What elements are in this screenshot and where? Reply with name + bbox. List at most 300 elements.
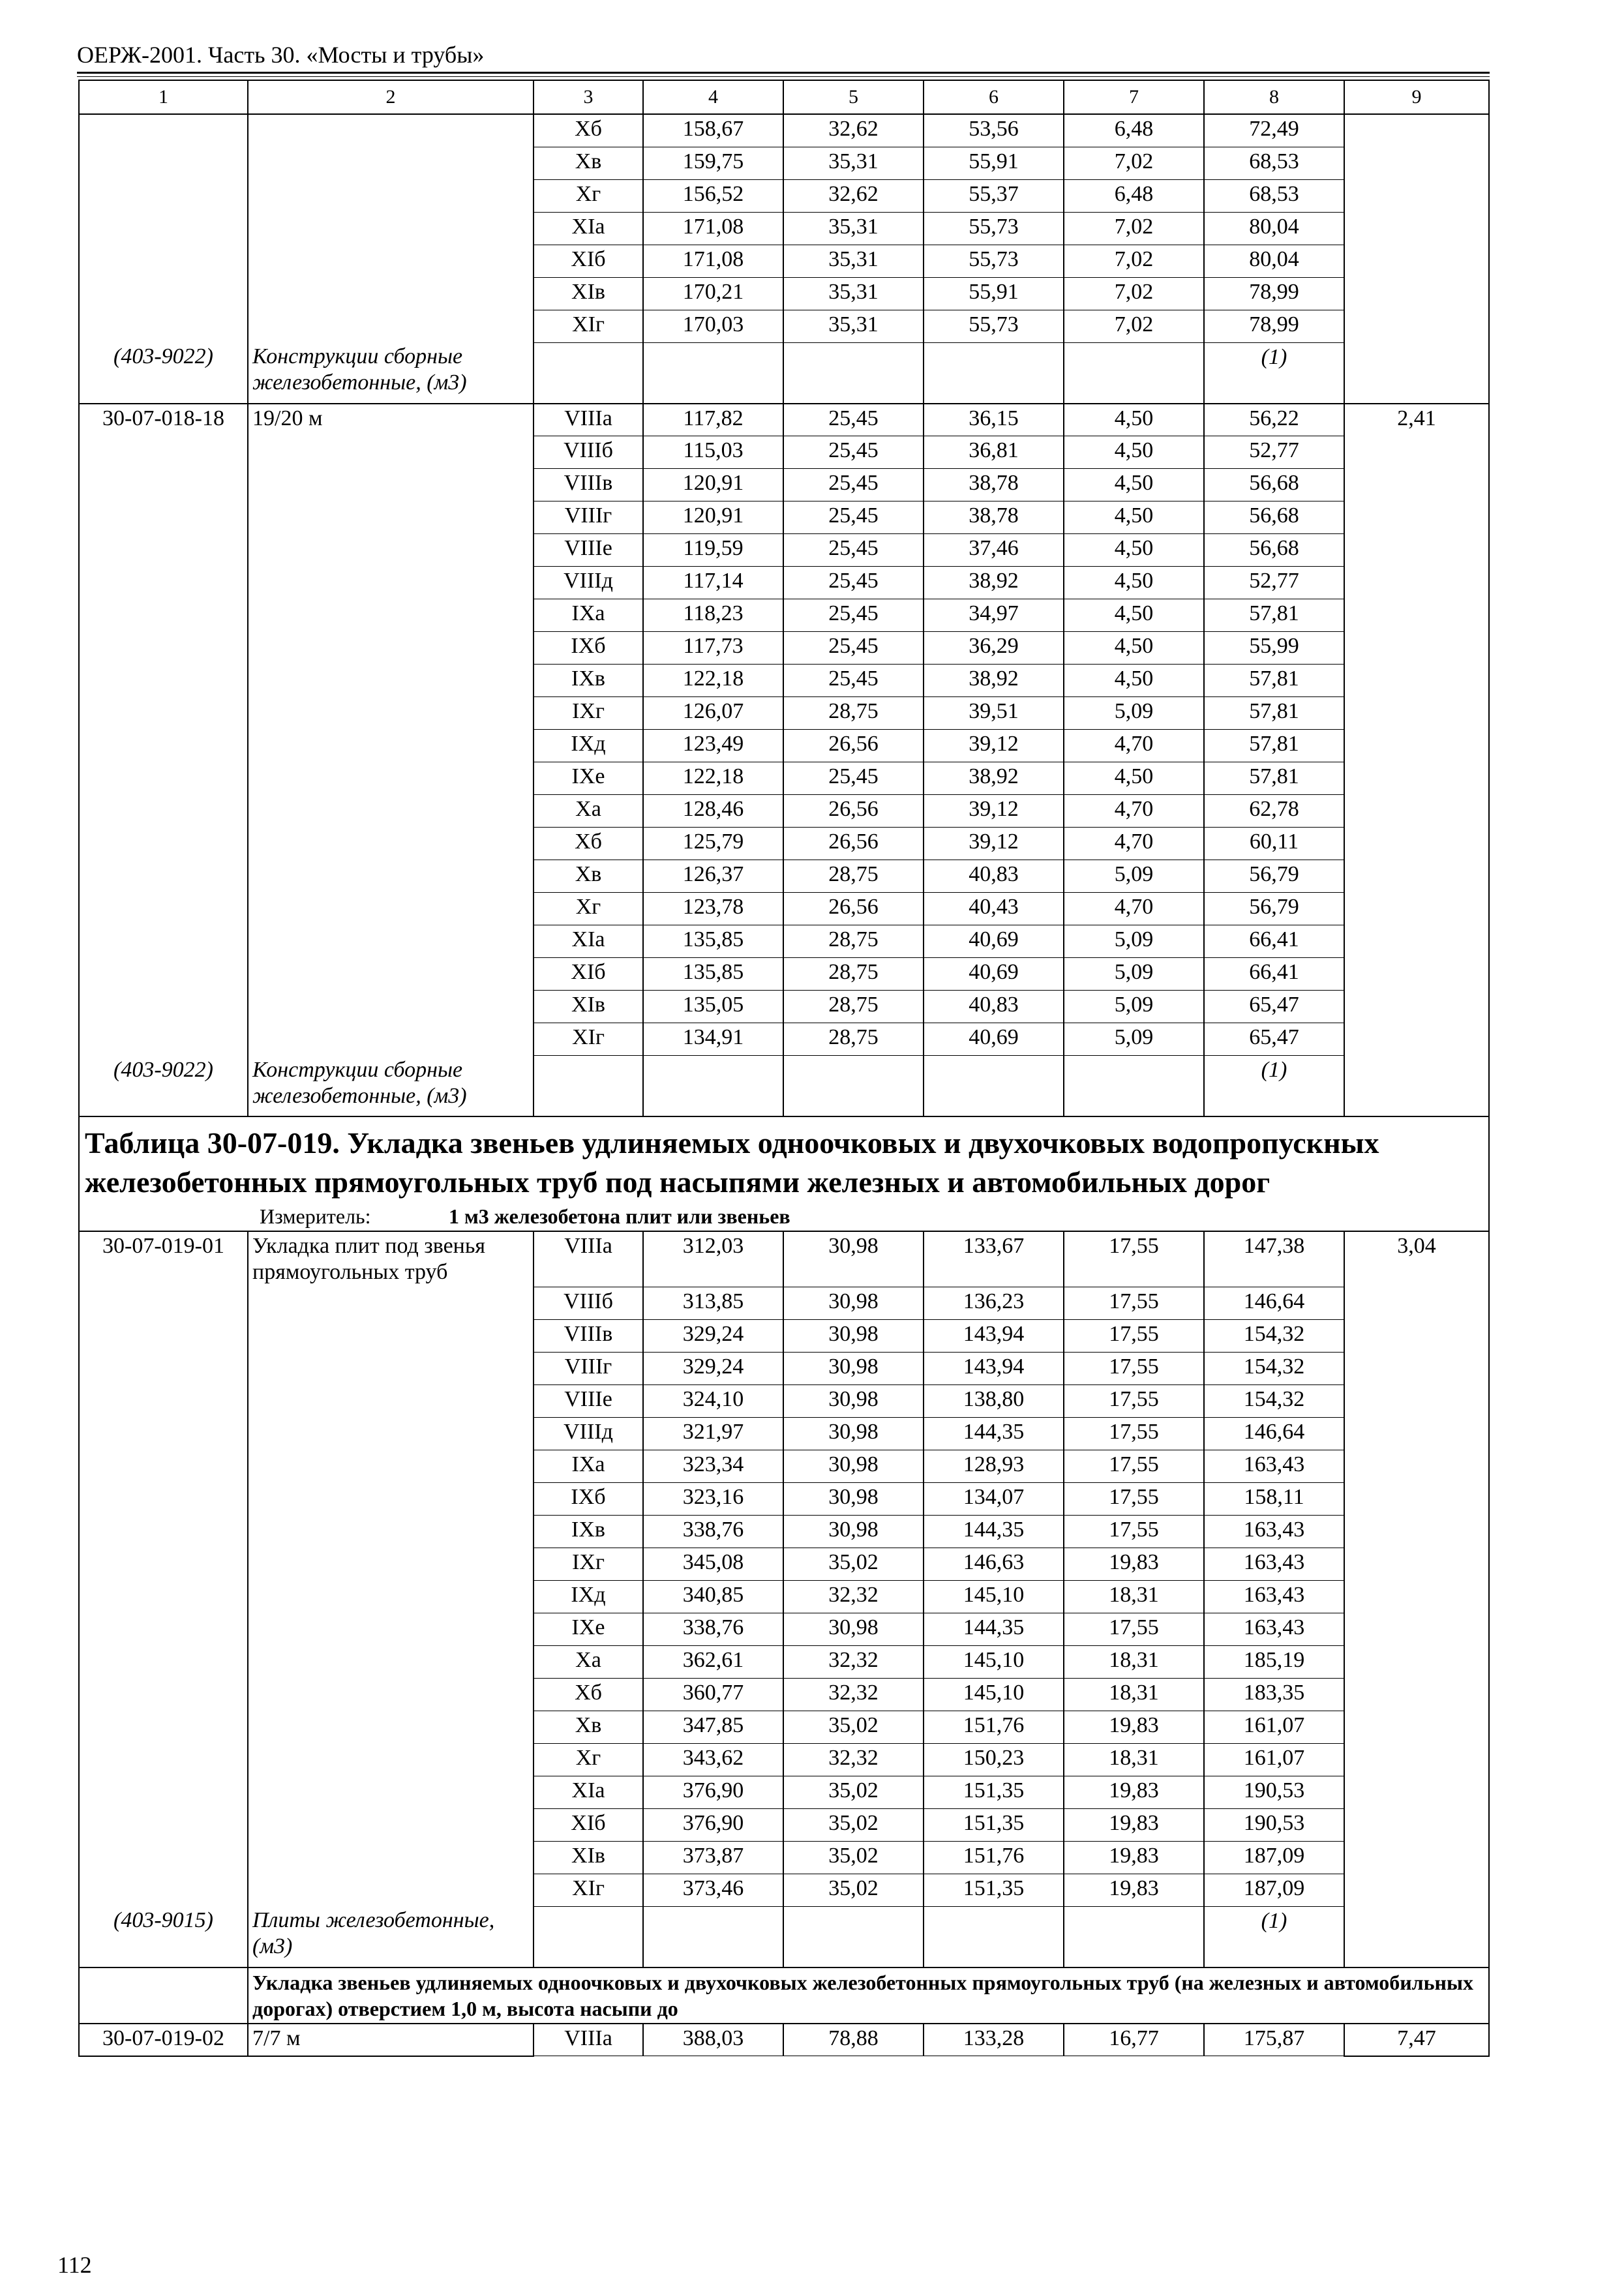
col9-cell [1344, 1711, 1489, 1743]
col9-cell [1344, 1874, 1489, 1906]
rate-code-cell [79, 762, 248, 795]
table-row [79, 212, 1489, 245]
table-row [79, 1743, 1489, 1776]
rate-code-cell [79, 1645, 248, 1678]
value-cell: 135,85 [643, 958, 783, 991]
col9-cell [1344, 469, 1489, 501]
table-row [79, 599, 1489, 632]
value-cell: 26,56 [783, 828, 924, 860]
value-cell: 158,67 [643, 114, 783, 147]
running-header: ОЕРЖ-2001. Часть 30. «Мосты и трубы» [77, 42, 485, 68]
resource-footer-row [79, 1906, 1489, 1967]
value-cell: 25,45 [783, 469, 924, 501]
value-cell: 17,55 [1064, 1319, 1204, 1352]
value-cell: 117,14 [643, 567, 783, 599]
col9-cell [1344, 958, 1489, 991]
rate-code-cell [79, 828, 248, 860]
table-row [79, 1023, 1489, 1056]
col9-cell [1344, 179, 1489, 212]
value-cell: 324,10 [643, 1384, 783, 1417]
work-name-cell [248, 567, 534, 599]
value-cell: 185,19 [1204, 1645, 1344, 1678]
value-cell: 35,31 [783, 310, 924, 342]
table-row [79, 1548, 1489, 1580]
rate-code-cell [79, 534, 248, 567]
value-cell: 7,02 [1064, 147, 1204, 179]
value-cell: 38,92 [924, 665, 1064, 697]
rate-code-cell [79, 1711, 248, 1743]
value-cell: 151,35 [924, 1874, 1064, 1906]
rate-code-cell [79, 147, 248, 179]
value-cell: 144,35 [924, 1417, 1064, 1450]
value-cell: 55,73 [924, 245, 1064, 277]
value-cell: 30,98 [783, 1319, 924, 1352]
value-cell: 40,69 [924, 958, 1064, 991]
rate-code-cell [79, 1548, 248, 1580]
work-name-cell [248, 925, 534, 958]
value-cell: 123,49 [643, 730, 783, 762]
value-cell: 25,45 [783, 501, 924, 534]
rate-code-cell [79, 245, 248, 277]
category-cell: XIг [534, 1023, 643, 1056]
value-cell: 146,64 [1204, 1417, 1344, 1450]
value-cell: 38,92 [924, 567, 1064, 599]
col9-cell [1344, 1287, 1489, 1319]
empty-cell [643, 1906, 783, 1967]
work-name-cell: Укладка плит под звенья прямоугольных труб [248, 1231, 534, 1287]
value-cell: 17,55 [1064, 1450, 1204, 1482]
column-number: 8 [1204, 80, 1344, 114]
measure-value: 1 м3 железобетона плит или звеньев [449, 1204, 790, 1228]
col9-cell [1344, 730, 1489, 762]
category-cell: XIв [534, 1841, 643, 1874]
category-cell: VIIIв [534, 469, 643, 501]
value-cell: 66,41 [1204, 925, 1344, 958]
rate-code-cell [79, 179, 248, 212]
value-cell: 117,82 [643, 404, 783, 436]
value-cell: 126,07 [643, 697, 783, 730]
category-cell: IXб [534, 1482, 643, 1515]
work-name-cell [248, 534, 534, 567]
empty-cell [643, 1056, 783, 1117]
value-cell: 159,75 [643, 147, 783, 179]
category-cell: XIа [534, 1776, 643, 1808]
category-cell: IXд [534, 1580, 643, 1613]
rate-code-cell [79, 860, 248, 893]
category-cell: VIIIг [534, 501, 643, 534]
col9-cell [1344, 1678, 1489, 1711]
value-cell: 5,09 [1064, 991, 1204, 1023]
empty-cell [1064, 1056, 1204, 1117]
work-name-cell [248, 1645, 534, 1678]
category-cell: XIб [534, 1808, 643, 1841]
rate-code-cell: 30-07-018-18 [79, 404, 248, 436]
work-name-cell: 19/20 м [248, 404, 534, 436]
value-cell: 78,99 [1204, 277, 1344, 310]
category-cell: Xб [534, 1678, 643, 1711]
value-cell: 18,31 [1064, 1678, 1204, 1711]
value-cell: 17,55 [1064, 1482, 1204, 1515]
value-cell: 55,37 [924, 179, 1064, 212]
page-number: 112 [57, 2252, 92, 2278]
empty-cell [1064, 1906, 1204, 1967]
empty-cell [924, 342, 1064, 404]
value-cell: 4,50 [1064, 404, 1204, 436]
rate-code-cell [79, 1678, 248, 1711]
col9-cell [1344, 147, 1489, 179]
value-cell: 145,10 [924, 1580, 1064, 1613]
value-cell: 4,50 [1064, 501, 1204, 534]
value-cell: 154,32 [1204, 1384, 1344, 1417]
value-cell: 32,62 [783, 179, 924, 212]
empty-cell [783, 342, 924, 404]
col9-cell [1344, 1743, 1489, 1776]
resource-count: (1) [1204, 1056, 1344, 1117]
rate-code-cell [79, 1384, 248, 1417]
rate-code-cell [79, 1287, 248, 1319]
work-name-cell [248, 179, 534, 212]
work-name-cell [248, 469, 534, 501]
rate-code-cell [79, 1743, 248, 1776]
value-cell: 163,43 [1204, 1450, 1344, 1482]
value-cell: 19,83 [1064, 1711, 1204, 1743]
col9-cell [1344, 501, 1489, 534]
value-cell: 163,43 [1204, 1548, 1344, 1580]
table-row [79, 1645, 1489, 1678]
value-cell: 68,53 [1204, 147, 1344, 179]
category-cell: XIб [534, 245, 643, 277]
category-cell: VIIIа [534, 2024, 643, 2056]
work-name-cell [248, 1743, 534, 1776]
category-cell: IXа [534, 1450, 643, 1482]
value-cell: 190,53 [1204, 1808, 1344, 1841]
value-cell: 376,90 [643, 1776, 783, 1808]
value-cell: 17,55 [1064, 1613, 1204, 1645]
work-name-cell [248, 828, 534, 860]
value-cell: 338,76 [643, 1515, 783, 1548]
column-number-row [79, 80, 1489, 114]
work-name-cell [248, 1384, 534, 1417]
col9-cell [1344, 436, 1489, 469]
value-cell: 17,55 [1064, 1287, 1204, 1319]
value-cell: 25,45 [783, 599, 924, 632]
value-cell: 170,21 [643, 277, 783, 310]
category-cell: IXа [534, 599, 643, 632]
table-row [79, 469, 1489, 501]
value-cell: 163,43 [1204, 1613, 1344, 1645]
table-row [79, 1319, 1489, 1352]
value-cell: 28,75 [783, 1023, 924, 1056]
table-row [79, 860, 1489, 893]
col9-cell [1344, 1515, 1489, 1548]
column-number: 6 [924, 80, 1064, 114]
value-cell: 52,77 [1204, 436, 1344, 469]
work-name-cell [248, 1874, 534, 1906]
rate-code-cell [79, 501, 248, 534]
value-cell: 25,45 [783, 567, 924, 599]
column-number: 9 [1344, 80, 1489, 114]
value-cell: 35,31 [783, 147, 924, 179]
rate-code-cell [79, 1808, 248, 1841]
work-name-cell [248, 762, 534, 795]
work-name-cell [248, 795, 534, 828]
value-cell: 151,76 [924, 1841, 1064, 1874]
category-cell: Xб [534, 114, 643, 147]
work-name-cell [248, 991, 534, 1023]
rate-code-cell [79, 893, 248, 925]
category-cell: IXг [534, 1548, 643, 1580]
value-cell: 4,50 [1064, 599, 1204, 632]
value-cell: 32,62 [783, 114, 924, 147]
table-row [79, 632, 1489, 665]
col9-cell [1344, 1841, 1489, 1874]
rate-code-cell [79, 1450, 248, 1482]
work-name-cell [248, 1352, 534, 1384]
value-cell: 55,99 [1204, 632, 1344, 665]
rate-code-cell [79, 1776, 248, 1808]
value-cell: 6,48 [1064, 114, 1204, 147]
value-cell: 117,73 [643, 632, 783, 665]
value-cell: 144,35 [924, 1515, 1064, 1548]
rate-code-cell [79, 958, 248, 991]
value-cell: 39,51 [924, 697, 1064, 730]
value-cell: 56,79 [1204, 860, 1344, 893]
value-cell: 80,04 [1204, 245, 1344, 277]
value-cell: 25,45 [783, 404, 924, 436]
value-cell: 4,50 [1064, 534, 1204, 567]
work-name-cell [248, 310, 534, 342]
col9-cell [1344, 1613, 1489, 1645]
rates-table [78, 80, 1490, 2057]
value-cell: 35,02 [783, 1841, 924, 1874]
category-cell: XIа [534, 212, 643, 245]
col9-cell [1344, 925, 1489, 958]
value-cell: 18,31 [1064, 1645, 1204, 1678]
value-cell: 26,56 [783, 730, 924, 762]
empty-cell [79, 1967, 248, 2024]
value-cell: 35,31 [783, 212, 924, 245]
work-name-cell [248, 1417, 534, 1450]
resource-footer-row [79, 1056, 1489, 1117]
table-row [79, 1384, 1489, 1417]
work-name-cell [248, 697, 534, 730]
category-cell: VIIIа [534, 1231, 643, 1287]
table-row [79, 1580, 1489, 1613]
rate-code-cell [79, 925, 248, 958]
value-cell: 128,46 [643, 795, 783, 828]
table-row [79, 277, 1489, 310]
rate-code-cell: 30-07-019-01 [79, 1231, 248, 1287]
value-cell: 146,64 [1204, 1287, 1344, 1319]
table-row [79, 762, 1489, 795]
value-cell: 60,11 [1204, 828, 1344, 860]
value-cell: 25,45 [783, 534, 924, 567]
rate-code-cell [79, 1319, 248, 1352]
value-cell: 122,18 [643, 665, 783, 697]
value-cell: 154,32 [1204, 1319, 1344, 1352]
col9-cell [1344, 632, 1489, 665]
col9-cell: 2,41 [1344, 404, 1489, 436]
value-cell: 78,99 [1204, 310, 1344, 342]
value-cell: 30,98 [783, 1384, 924, 1417]
value-cell: 28,75 [783, 697, 924, 730]
resource-count: (1) [1204, 1906, 1344, 1967]
category-cell: Xг [534, 179, 643, 212]
work-name-cell [248, 730, 534, 762]
value-cell: 25,45 [783, 632, 924, 665]
rates-table-body [79, 80, 1489, 2056]
value-cell: 30,98 [783, 1352, 924, 1384]
value-cell: 4,50 [1064, 665, 1204, 697]
value-cell: 56,68 [1204, 534, 1344, 567]
value-cell: 136,23 [924, 1287, 1064, 1319]
table-row [79, 828, 1489, 860]
value-cell: 62,78 [1204, 795, 1344, 828]
category-cell: VIIIб [534, 1287, 643, 1319]
value-cell: 145,10 [924, 1678, 1064, 1711]
table-row [79, 1808, 1489, 1841]
table-row [79, 245, 1489, 277]
column-number: 2 [248, 80, 534, 114]
col9-cell [1344, 1352, 1489, 1384]
value-cell: 135,85 [643, 925, 783, 958]
empty-cell [924, 1056, 1064, 1117]
work-name-cell [248, 632, 534, 665]
col9-cell [1344, 310, 1489, 342]
table-row [79, 179, 1489, 212]
col9-cell: 7,47 [1344, 2024, 1489, 2056]
value-cell: 57,81 [1204, 599, 1344, 632]
value-cell: 329,24 [643, 1352, 783, 1384]
work-name-cell [248, 436, 534, 469]
category-cell: VIIIе [534, 534, 643, 567]
category-cell: IXв [534, 1515, 643, 1548]
value-cell: 56,68 [1204, 501, 1344, 534]
col9-cell [1344, 1645, 1489, 1678]
value-cell: 175,87 [1204, 2024, 1344, 2056]
value-cell: 6,48 [1064, 179, 1204, 212]
value-cell: 138,80 [924, 1384, 1064, 1417]
value-cell: 32,32 [783, 1743, 924, 1776]
value-cell: 78,88 [783, 2024, 924, 2056]
value-cell: 156,52 [643, 179, 783, 212]
value-cell: 28,75 [783, 860, 924, 893]
value-cell: 345,08 [643, 1548, 783, 1580]
value-cell: 57,81 [1204, 730, 1344, 762]
col9-cell [1344, 534, 1489, 567]
value-cell: 170,03 [643, 310, 783, 342]
value-cell: 25,45 [783, 665, 924, 697]
rate-code-cell [79, 1482, 248, 1515]
category-cell: Xа [534, 795, 643, 828]
rate-code-cell [79, 1580, 248, 1613]
value-cell: 30,98 [783, 1417, 924, 1450]
value-cell: 30,98 [783, 1450, 924, 1482]
resource-count: (1) [1204, 342, 1344, 404]
rate-code-cell [79, 697, 248, 730]
col9-cell [1344, 1417, 1489, 1450]
col9-cell [1344, 599, 1489, 632]
table-row [79, 534, 1489, 567]
category-cell: Xв [534, 1711, 643, 1743]
value-cell: 128,93 [924, 1450, 1064, 1482]
category-cell: XIв [534, 991, 643, 1023]
table-row [79, 1841, 1489, 1874]
value-cell: 37,46 [924, 534, 1064, 567]
column-number: 3 [534, 80, 643, 114]
empty-cell [534, 1906, 643, 1967]
rate-code-cell [79, 567, 248, 599]
rate-code-cell [79, 1613, 248, 1645]
value-cell: 35,02 [783, 1548, 924, 1580]
rate-code-cell [79, 1352, 248, 1384]
category-cell: IXг [534, 697, 643, 730]
value-cell: 17,55 [1064, 1515, 1204, 1548]
table-row [79, 697, 1489, 730]
value-cell: 122,18 [643, 762, 783, 795]
category-cell: IXд [534, 730, 643, 762]
value-cell: 38,78 [924, 501, 1064, 534]
value-cell: 17,55 [1064, 1231, 1204, 1287]
value-cell: 25,45 [783, 762, 924, 795]
value-cell: 30,98 [783, 1231, 924, 1287]
col9-cell [1344, 1548, 1489, 1580]
value-cell: 133,28 [924, 2024, 1064, 2056]
work-name-cell [248, 1515, 534, 1548]
value-cell: 343,62 [643, 1743, 783, 1776]
value-cell: 4,70 [1064, 795, 1204, 828]
rate-code-cell [79, 599, 248, 632]
empty-cell [1344, 1056, 1489, 1117]
work-name-cell [248, 665, 534, 697]
table-row [79, 730, 1489, 762]
table-row [79, 1515, 1489, 1548]
table-row [79, 1711, 1489, 1743]
col9-cell [1344, 991, 1489, 1023]
header-rule-thin [77, 76, 1490, 77]
value-cell: 57,81 [1204, 697, 1344, 730]
col9-cell [1344, 1776, 1489, 1808]
value-cell: 125,79 [643, 828, 783, 860]
resource-name: Конструкции сборные железобетонные, (м3) [248, 342, 534, 404]
value-cell: 18,31 [1064, 1743, 1204, 1776]
value-cell: 35,31 [783, 277, 924, 310]
category-cell: VIIIг [534, 1352, 643, 1384]
value-cell: 32,32 [783, 1678, 924, 1711]
rate-code-cell [79, 1417, 248, 1450]
category-cell: Xг [534, 893, 643, 925]
value-cell: 56,79 [1204, 893, 1344, 925]
value-cell: 151,35 [924, 1808, 1064, 1841]
subcaption-row [79, 1967, 1489, 2024]
value-cell: 17,55 [1064, 1384, 1204, 1417]
work-name-cell [248, 1841, 534, 1874]
work-name-cell [248, 1548, 534, 1580]
col9-cell [1344, 1808, 1489, 1841]
value-cell: 32,32 [783, 1645, 924, 1678]
value-cell: 32,32 [783, 1580, 924, 1613]
value-cell: 55,73 [924, 310, 1064, 342]
rate-code-cell [79, 730, 248, 762]
category-cell: Xб [534, 828, 643, 860]
value-cell: 329,24 [643, 1319, 783, 1352]
table-row [79, 1417, 1489, 1450]
empty-cell [924, 1906, 1064, 1967]
value-cell: 55,91 [924, 147, 1064, 179]
value-cell: 133,67 [924, 1231, 1064, 1287]
value-cell: 28,75 [783, 925, 924, 958]
value-cell: 338,76 [643, 1613, 783, 1645]
